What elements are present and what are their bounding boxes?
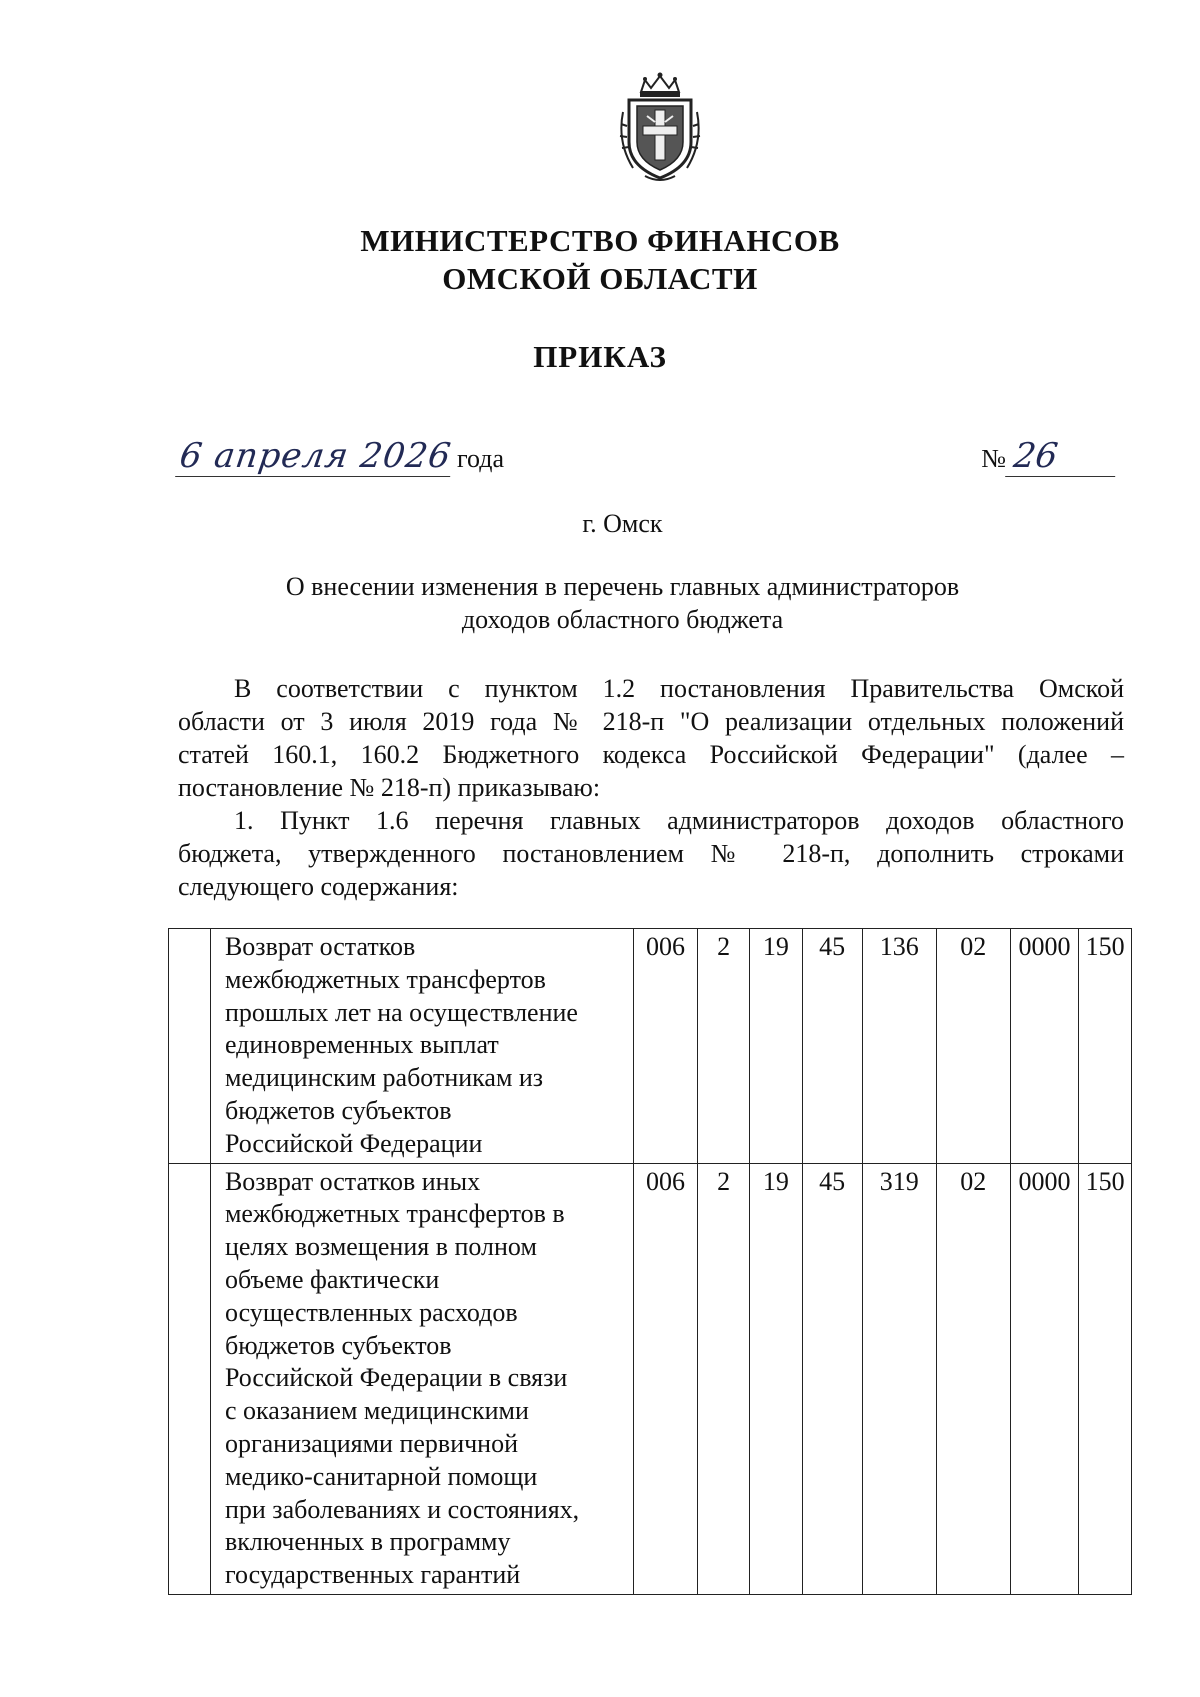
description-line: целях возмещения в полном	[224, 1232, 537, 1262]
description-line: медико-санитарной помощи	[224, 1461, 538, 1491]
document-type: ПРИКАЗ	[533, 339, 667, 374]
coat-of-arms-icon	[615, 72, 705, 184]
description-line: при заболеваниях и состояниях,	[224, 1494, 580, 1524]
code-admin-cell: 006	[633, 929, 697, 1164]
description-line: Российской Федерации в связи	[224, 1363, 568, 1393]
table-row	[169, 1163, 1132, 1594]
date-suffix: года	[457, 444, 505, 473]
description-line: единовременных выплат	[224, 1030, 499, 1060]
description-line: Российской Федерации	[224, 1128, 483, 1158]
code-element-cell: 02	[936, 929, 1010, 1164]
code-economic-cell: 150	[1079, 929, 1132, 1164]
row-number-cell	[169, 929, 211, 1164]
description-line: медицинским работникам из	[224, 1063, 544, 1093]
handwritten-number: 26	[1005, 436, 1121, 477]
description-line: Возврат остатков иных	[224, 1166, 481, 1196]
revenue-codes-table	[168, 928, 1132, 1595]
code-element-cell: 02	[936, 1163, 1010, 1594]
code-subgroup-cell: 19	[750, 1163, 802, 1594]
description-line: государственных гарантий	[224, 1560, 521, 1590]
text-line: бюджета, утвержденного постановлением № 218-п, дополнить строками	[178, 839, 1124, 868]
description-line: с оказанием медицинскими	[224, 1396, 529, 1426]
code-economic-cell: 150	[1079, 1163, 1132, 1594]
text-line: области от 3 июля 2019 года № 218-п "О реализации отдельных положений	[178, 707, 1124, 736]
code-subarticle-cell: 136	[862, 929, 936, 1164]
code-article-cell: 45	[802, 1163, 862, 1594]
paragraph-preamble	[178, 672, 1124, 804]
code-group-cell: 2	[698, 929, 750, 1164]
text-line: 1. Пункт 1.6 перечня главных администраторов доходов областного	[234, 806, 1124, 835]
description-line: прошлых лет на осуществление	[224, 997, 578, 1027]
description-line: включенных в программу	[224, 1527, 511, 1557]
code-subgroup-cell: 19	[750, 929, 802, 1164]
order-subject	[0, 570, 1200, 636]
ministry-name-line1: МИНИСТЕРСТВО ФИНАНСОВ	[360, 223, 840, 258]
description-line: бюджетов субъектов	[224, 1095, 452, 1125]
city: г. Омск	[582, 509, 663, 538]
description-line: межбюджетных трансфертов	[224, 964, 546, 994]
subject-line: доходов областного бюджета	[461, 605, 784, 634]
description-line: межбюджетных трансфертов в	[224, 1199, 565, 1229]
code-admin-cell: 006	[633, 1163, 697, 1594]
description-cell	[210, 929, 633, 1164]
ministry-name-line2: ОМСКОЙ ОБЛАСТИ	[442, 261, 758, 296]
order-number	[981, 436, 1118, 477]
code-program-cell: 0000	[1010, 929, 1079, 1164]
code-group-cell: 2	[698, 1163, 750, 1594]
code-article-cell: 45	[802, 929, 862, 1164]
code-subarticle-cell: 319	[862, 1163, 936, 1594]
description-line: организациями первичной	[224, 1428, 519, 1458]
text-line: статей 160.1, 160.2 Бюджетного кодекса Российской Федерации" (далее –	[178, 740, 1124, 769]
order-date	[178, 436, 504, 480]
text-line: постановление № 218-п) приказываю:	[178, 773, 601, 802]
paragraph-item-1	[178, 804, 1124, 903]
description-cell	[210, 1163, 633, 1594]
description-line: Возврат остатков	[224, 932, 416, 961]
table-row	[169, 929, 1132, 1164]
text-line: следующего содержания:	[178, 872, 459, 901]
handwritten-date: 6 апреля 2026	[175, 436, 456, 477]
row-number-cell	[169, 1163, 211, 1594]
description-line: осуществленных расходов	[224, 1297, 518, 1327]
text-line: В соответствии с пунктом 1.2 постановления Правительства Омской	[234, 674, 1124, 703]
description-line: бюджетов субъектов	[224, 1330, 452, 1360]
subject-line: О внесении изменения в перечень главных администраторов	[285, 572, 960, 601]
description-line: объеме фактически	[224, 1264, 440, 1294]
code-program-cell: 0000	[1010, 1163, 1079, 1594]
number-sign: №	[981, 444, 1006, 473]
